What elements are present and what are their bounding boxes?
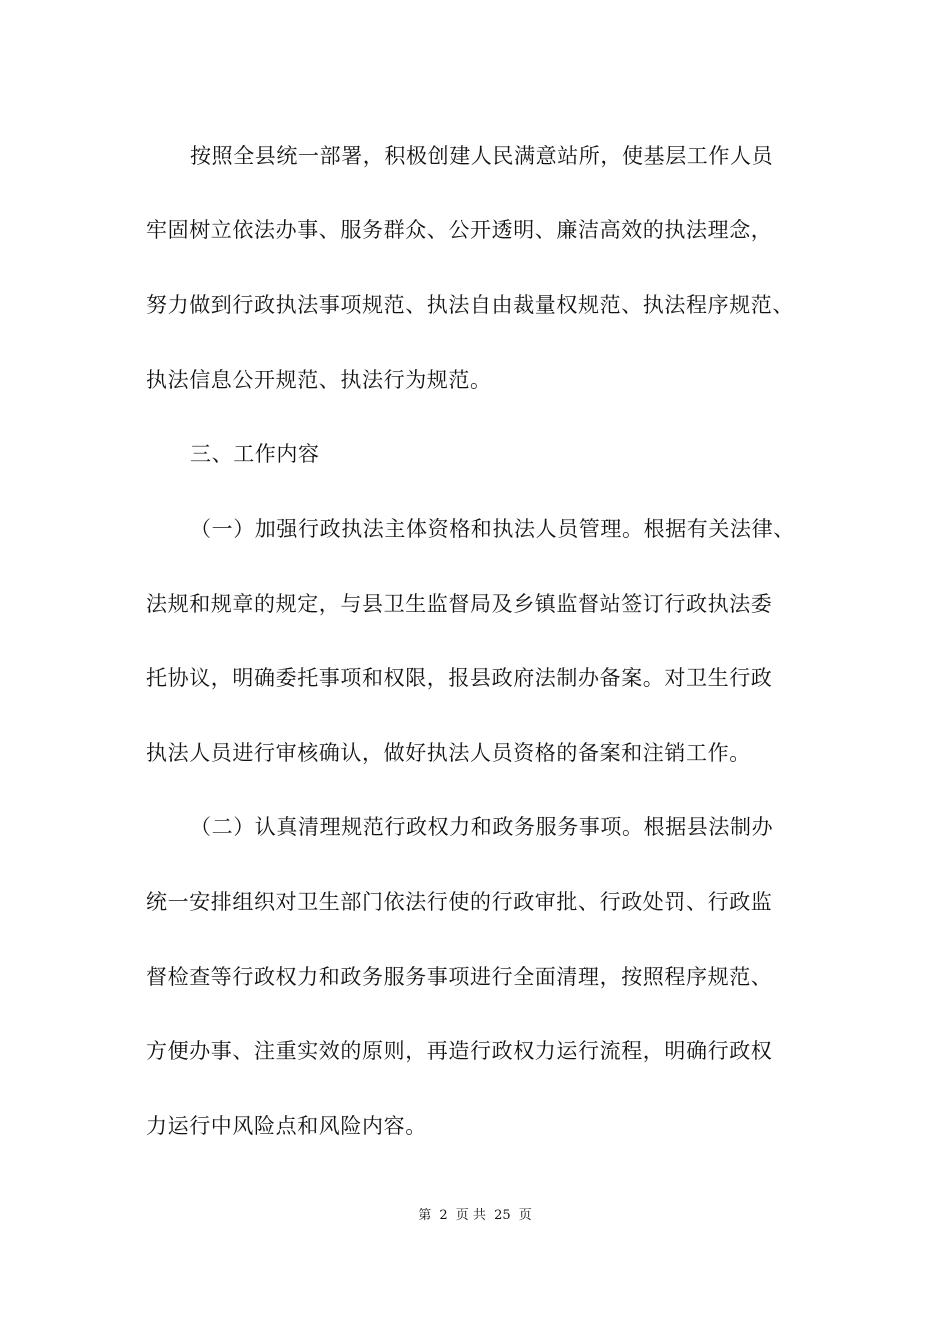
footer-middle: 页 共 [455, 1208, 486, 1223]
footer-total-pages: 25 [494, 1208, 511, 1223]
paragraph-line: 督检查等行政权力和政务服务事项进行全面清理，按照程序规范、 [146, 965, 773, 989]
paragraph-line: 方便办事、注重实效的原则，再造行政权力运行流程，明确行政权 [146, 1039, 773, 1063]
paragraph-line: 努力做到行政执法事项规范、执法自由裁量权规范、执法程序规范、 [146, 293, 794, 317]
paragraph-line: 执法信息公开规范、执法行为规范。 [146, 368, 492, 392]
paragraph-line: 牢固树立依法办事、服务群众、公开透明、廉洁高效的执法理念， [146, 218, 773, 242]
footer-current-page: 2 [439, 1208, 448, 1223]
paragraph-line: 托协议，明确委托事项和权限，报县政府法制办备案。对卫生行政 [146, 666, 773, 690]
paragraph-line: 力运行中风险点和风险内容。 [146, 1114, 427, 1138]
page-footer [0, 1207, 950, 1225]
footer-suffix: 页 [518, 1208, 532, 1223]
section-heading: 三、工作内容 [190, 442, 320, 466]
footer-prefix: 第 [418, 1208, 432, 1223]
paragraph-line: （一）加强行政执法主体资格和执法人员管理。根据有关法律、 [190, 517, 795, 541]
paragraph-line: 执法人员进行审核确认，做好执法人员资格的备案和注销工作。 [146, 741, 751, 765]
paragraph-line: 按照全县统一部署，积极创建人民满意站所，使基层工作人员 [190, 144, 774, 168]
paragraph-line: （二）认真清理规范行政权力和政务服务事项。根据县法制办 [190, 815, 774, 839]
paragraph-line: 统一安排组织对卫生部门依法行使的行政审批、行政处罚、行政监 [146, 890, 773, 914]
paragraph-line: 法规和规章的规定，与县卫生监督局及乡镇监督站签订行政执法委 [146, 592, 773, 616]
